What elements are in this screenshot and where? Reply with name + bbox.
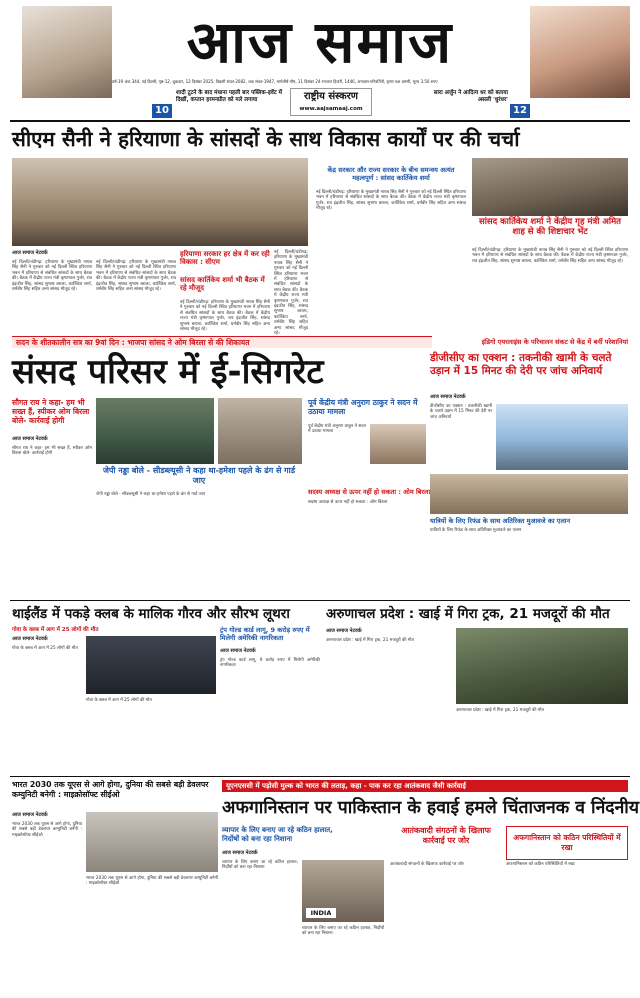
main-bold-sub: पूर्व केंद्रीय मंत्री अनुराग ठाकुर ने सदन में उठाया मामला <box>308 398 418 416</box>
thailand-sub: गोवा के क्लब में आग में 25 लोगों की मौत <box>12 627 99 633</box>
lead-shah-photo <box>472 158 628 216</box>
main-col3-top: पूर्व केंद्रीय मंत्री अनुराग ठाकुर ने सदन में उठाया मामला <box>308 424 366 435</box>
microsoft-body: भारत 2030 तक यूएस से आगे होगा, दुनिया की सबसे बड़ी डेवलपर कम्युनिटी बनेगी : माइक्रोसॉफ्ट सीईओ <box>12 822 82 838</box>
un-banner: यूएनएससी में पड़ोसी मुल्क को भारत की लताड़, कहा - पाक कर रहा आतंकवाद जैसी कार्रवाई <box>222 780 628 792</box>
lead-body-col3: नई दिल्ली/चंडीगढ़: हरियाणा के मुख्यमंत्री नायब सिंह सैनी ने गुरुवार को नई दिल्ली स्थित हरियाणा भवन में हरियाणा से संबंधित सांसदों के साथ बैठक की। बैठक में केंद्रीय राज्य मंत्री कृष्णपाल गुर्जर, राव इंद्रजीत सिंह, सांसद सुभाष बराला, कार्तिकेय शर्मा, धर्मबीर सिंह सहित अन्य सांसद मौजूद रहे। <box>180 300 270 333</box>
main-panel-caption: जेपी नड्डा बोले - सीडब्ल्यूसी ने कहा था-हमेशा पहले के ढंग से गार्ड जाए <box>102 466 296 485</box>
arunachal-headline: अरुणाचल प्रदेश : खाई में गिरा ट्रक, 21 मजदूरों की मौत <box>326 606 610 622</box>
teaser-left-number: 10 <box>152 104 172 118</box>
indigo-headline: डीजीसीए का एक्शन : तकनीकी खामी के चलते उड़ान में 15 मिनट की देरी पर जांच अनिवार्य <box>430 352 612 377</box>
masthead-photo-left <box>22 6 112 98</box>
teaser-right-number: 12 <box>510 104 530 118</box>
main-col1: सौगत राय ने कहा- हम भी सख्त हैं, स्पीकर ओम बिरला बोले- कार्रवाई होगी <box>12 446 92 457</box>
section-rule-2 <box>10 776 630 777</box>
arunachal-body: अरुणाचल प्रदेश : खाई में गिरा ट्रक, 21 मजदूरों की मौत <box>326 638 414 643</box>
thailand-headline: थाईलैंड में पकड़े क्लब के मालिक गौरव और सौरभ लूथरा <box>12 606 290 622</box>
thailand-body-2: गोवा के क्लब में आग में 25 लोगों की मौत <box>86 698 152 703</box>
lead-bullet-1: हरियाणा सरकार हर क्षेत्र में कर रही विकास : सीएम <box>180 250 270 266</box>
main-col3: सदस्य अध्यक्ष से ऊपर नहीं हो सकता : ओम बिरला <box>308 500 388 505</box>
un-body-3: आतंकवादी संगठनों के खिलाफ कार्रवाई पर जोर <box>390 862 464 867</box>
ticker-left-text: सदन के शीतकालीन सत्र का 9वां दिन : भाजपा सांसद ने ओम बिरला से की शिकायत <box>16 338 250 347</box>
indigo-body: यात्रियों के लिए रिफंड के साथ अतिरिक्त मुआवजे का एलान <box>430 528 522 533</box>
indigo-plane-photo <box>496 404 628 470</box>
masthead-rule <box>10 120 630 122</box>
lead-bullet-2: सांसद कार्तिकेय शर्मा भी बैठक में रहे मौजूद <box>180 276 265 292</box>
lead-body: नई दिल्ली/चंडीगढ़: हरियाणा के मुख्यमंत्री नायब सिंह सैनी ने गुरुवार को नई दिल्ली स्थित हरियाणा भवन में हरियाणा से संबंधित सांसदों के साथ बैठक की। बैठक में केंद्रीय राज्य मंत्री कृष्णपाल गुर्जर, राव इंद्रजीत सिंह, सांसद सुभाष बराला, कार्तिकेय शर्मा, धर्मबीर सिंह सहित अन्य सांसद मौजूद रहे। <box>12 260 92 293</box>
teaser-left-text: शादी टूटने के बाद मंधाना पहली बार पब्लिक-इवेंट में दिखीं, कप्तान हरमनप्रीत को गले लगाया <box>176 90 283 103</box>
ticker-right-bar <box>420 336 628 348</box>
un-sub-2: आतंकवादी संगठनों के खिलाफ कार्रवाई पर जोर <box>401 826 491 845</box>
main-headline: संसद परिसर में ई-सिगरेट <box>12 352 324 392</box>
arunachal-body-2: अरुणाचल प्रदेश : खाई में गिरा ट्रक, 21 मजदूरों की मौत <box>456 708 544 713</box>
thailand-byline: आज समाज नेटवर्क <box>12 636 48 642</box>
un-body: व्यापार के लिए बनाए जा रहे कठिन हालात, निर्दोषों को बना रहा निशाना <box>222 860 298 871</box>
speaker-photo <box>218 398 302 464</box>
main-box-1: सौगत राय ने कहा- हम भी सख्त हैं, स्पीकर ओम बिरला बोले- कार्रवाई होगी <box>12 398 90 425</box>
thakur-photo <box>370 424 426 464</box>
trump-body: ट्रंप गोल्ड कार्ड लागू, 9 करोड़ रुपए में मिलेगी अमेरिकी नागरिकता <box>220 658 320 669</box>
trump-headline: ट्रंप गोल्ड कार्ड लागू, 9 करोड़ रुपए में मिलेगी अमेरिकी नागरिकता <box>220 626 310 642</box>
thailand-photo <box>86 636 216 694</box>
indigo-caption: यात्रियों के लिए रिफंड के साथ अतिरिक्त मुआवजे का एलान <box>430 517 571 525</box>
masthead-title: आज समाज <box>186 8 454 76</box>
un-sub-1: व्यापार के लिए बनाए जा रहे कठिन हालात, निर्दोषों को बना रहा निशाना <box>222 826 333 843</box>
lead-center-body: नई दिल्ली/चंडीगढ़: हरियाणा के मुख्यमंत्री नायब सिंह सैनी ने गुरुवार को नई दिल्ली स्थित हरियाणा भवन में हरियाणा से संबंधित सांसदों के साथ बैठक की। बैठक में केंद्रीय राज्य मंत्री कृष्णपाल गुर्जर, राव इंद्रजीत सिंह, सांसद सुभाष बराला, कार्तिकेय शर्मा, धर्मबीर सिंह सहित अन्य सांसद मौजूद रहे। <box>316 190 466 212</box>
lead-center-caption: केंद्र सरकार और राज्य सरकार के बीच समन्वय अत्यंत महत्वपूर्ण : सांसद कार्तिकेय शर्मा <box>327 166 455 182</box>
un-headline: अफगानिस्तान पर पाकिस्तान के हवाई हमले चिंताजनक व निंदनीय <box>222 798 639 818</box>
microsoft-byline: आज समाज नेटवर्क <box>12 812 48 818</box>
lead-right-body: नई दिल्ली/चंडीगढ़: हरियाणा के मुख्यमंत्री नायब सिंह सैनी ने गुरुवार को नई दिल्ली स्थित हरियाणा भवन में हरियाणा से संबंधित सांसदों के साथ बैठक की। बैठक में केंद्रीय राज्य मंत्री कृष्णपाल गुर्जर, राव इंद्रजीत सिंह, सांसद सुभाष बराला, कार्तिकेय शर्मा, धर्मबीर सिंह सहित अन्य सांसद मौजूद रहे। <box>472 248 628 264</box>
edition-box <box>290 88 372 116</box>
website: www.aajsamaaj.com <box>299 106 363 112</box>
un-delegate-photo <box>302 860 384 922</box>
ticker-left-bar <box>12 336 432 348</box>
indigo-body-col1: डीजीसीए का एक्शन : तकनीकी खामी के चलते उड़ान में 15 मिनट की देरी पर जांच अनिवार्य <box>430 404 492 420</box>
teaser-right-text: सारा अर्जुन ने आदित्य धर को बताया असली 'धुरंधर' <box>433 90 508 103</box>
un-box-text: अफगानिस्तान को कठिन परिस्थितियों में रखा <box>513 833 621 852</box>
thailand-body: गोवा के क्लब में आग में 25 लोगों की मौत <box>12 646 78 651</box>
section-rule-1 <box>10 600 630 601</box>
arunachal-photo <box>456 628 628 704</box>
indigo-byline: आज समाज नेटवर्क <box>430 394 466 400</box>
un-byline: आज समाज नेटवर्क <box>222 850 258 856</box>
india-nameplate: INDIA <box>306 908 336 918</box>
lead-body-col4: नई दिल्ली/चंडीगढ़: हरियाणा के मुख्यमंत्री नायब सिंह सैनी ने गुरुवार को नई दिल्ली स्थित हरियाणा भवन में हरियाणा से संबंधित सांसदों के साथ बैठक की। बैठक में केंद्रीय राज्य मंत्री कृष्णपाल गुर्जर, राव इंद्रजीत सिंह, सांसद सुभाष बराला, कार्तिकेय शर्मा, धर्मबीर सिंह सहित अन्य सांसद मौजूद रहे। <box>274 250 308 337</box>
ticker-right-text: इंडिगो एयरलाइंस के परिचालन संकट से केंद्र में बनीं परेशानियां <box>481 338 628 346</box>
masthead <box>0 0 640 118</box>
lead-headline: सीएम सैनी ने हरियाणा के सांसदों के साथ विकास कार्यों पर की चर्चा <box>12 127 520 151</box>
parliament-photo <box>96 398 214 464</box>
lead-body-col2: नई दिल्ली/चंडीगढ़: हरियाणा के मुख्यमंत्री नायब सिंह सैनी ने गुरुवार को नई दिल्ली स्थित हरियाणा भवन में हरियाणा से संबंधित सांसदों के साथ बैठक की। बैठक में केंद्रीय राज्य मंत्री कृष्णपाल गुर्जर, राव इंद्रजीत सिंह, सांसद सुभाष बराला, कार्तिकेय शर्मा, धर्मबीर सिंह सहित अन्य सांसद मौजूद रहे। <box>96 260 176 293</box>
main-byline: आज समाज नेटवर्क <box>12 436 48 442</box>
arunachal-byline: आज समाज नेटवर्क <box>326 628 362 634</box>
nadella-photo <box>86 812 218 872</box>
microsoft-body-2: भारत 2030 तक यूएस से आगे होगा, दुनिया की सबसे बड़ी डेवलपर कम्युनिटी बनेगी : माइक्रोसॉफ्ट सीईओ <box>86 876 218 887</box>
lead-meeting-photo <box>12 158 308 246</box>
main-sub-headline: सदस्य अध्यक्ष से ऊपर नहीं हो सकता : ओम बिरला <box>308 488 431 496</box>
lead-right-caption: सांसद कार्तिकेय शर्मा ने केंद्रीय गृह मंत्री अमित शाह से की शिष्टाचार भेंट <box>478 217 621 237</box>
edition-label: राष्ट्रीय संस्करण <box>303 91 359 102</box>
main-col2: जेपी नड्डा बोले - सीडब्ल्यूसी ने कहा था-हमेशा पहले के ढंग से गार्ड जाए <box>96 492 206 497</box>
trump-byline: आज समाज नेटवर्क <box>220 648 256 654</box>
un-body-2: व्यापार के लिए बनाए जा रहे कठिन हालात, निर्दोषों को बना रहा निशाना <box>302 926 384 937</box>
masthead-photo-right <box>530 6 630 98</box>
dateline: वर्ष-19 अंक 344, नई दिल्ली, पृष्ठ-12, शुक्रवार, 12 दिसंबर 2025, विक्रमी संवत-2082, शक संवत-1947, मार्गशीर्ष-पौष, 11 दिसंबर 24 रमजान हिजरी, 1446, अमावस-परिवर्तिनी, कृष्ण पक्ष अष्टमी, मूल्य 3.50 रुपए <box>112 79 438 84</box>
un-body-4: अफगानिस्तान को कठिन परिस्थितियों में रखा <box>506 862 575 867</box>
un-box <box>506 826 628 860</box>
indigo-passengers-photo <box>430 474 628 514</box>
microsoft-headline: भारत 2030 तक यूएस से आगे होगा, दुनिया की सबसे बड़ी डेवलपर कम्युनिटी बनेगी : माइक्रोसॉफ्ट सीईओ <box>12 780 209 799</box>
lead-byline: आज समाज नेटवर्क <box>12 250 48 256</box>
